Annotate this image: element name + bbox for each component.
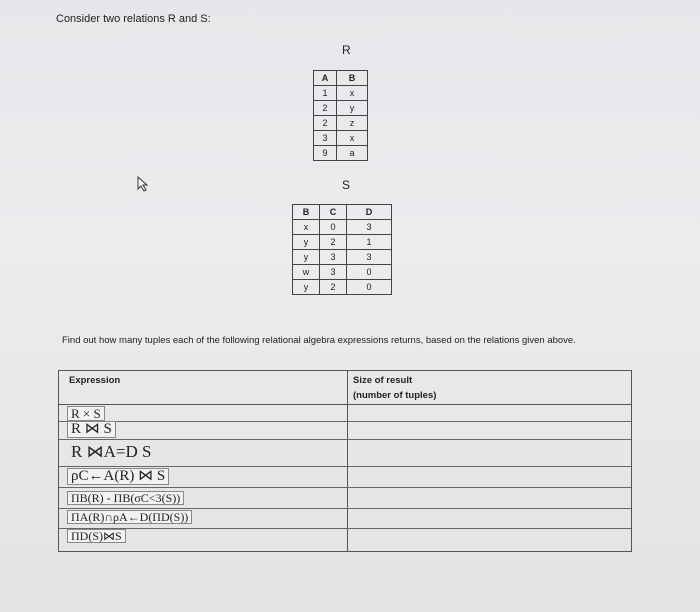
intro-text: Consider two relations R and S: [56,13,211,25]
table-cell: 3 [320,250,347,265]
table-cell: x [337,86,368,101]
table-cell: z [337,116,368,131]
table-cell: a [337,146,368,161]
table-row [293,235,392,250]
column-header: B [337,71,368,86]
table-row [314,86,368,101]
size-column-header-line1: Size of result [353,375,413,386]
table-cell: 1 [314,86,337,101]
question-prompt: Find out how many tuples each of the following relational algebra expressions returns, based on the relations given above. [62,335,576,346]
expression-row: ΠD(S)⋈S [67,529,126,543]
row-divider [59,528,631,529]
table-cell: y [293,280,320,295]
table-row [293,280,392,295]
size-column-header-line2: (number of tuples) [353,390,437,401]
table-cell: y [293,250,320,265]
table-cell: w [293,265,320,280]
column-header: B [293,205,320,220]
table-cell: 0 [347,280,392,295]
column-header: D [347,205,392,220]
table-row [314,101,368,116]
table-cell: 9 [314,146,337,161]
expression-row: R ⋈A=D S [71,442,152,461]
table-cell: 3 [347,250,392,265]
table-cell: 3 [314,131,337,146]
table-cell: x [337,131,368,146]
table-cell: 1 [347,235,392,250]
expression-column-header: Expression [69,375,121,386]
relation-r-label: R [342,43,351,57]
expression-row: ρC←A(R) ⋈ S [67,468,169,485]
cursor-icon [137,176,151,192]
table-row [314,116,368,131]
table-row [314,146,368,161]
relation-s-label: S [342,178,351,192]
table-cell: y [293,235,320,250]
column-header: A [314,71,337,86]
expression-row: R × S [67,406,105,421]
column-divider [347,371,348,551]
expression-table [58,370,632,552]
table-row [293,265,392,280]
table-header-row [314,71,368,86]
table-cell: 2 [314,116,337,131]
row-divider [59,439,631,440]
table-row [293,250,392,265]
table-row [293,220,392,235]
row-divider [59,421,631,422]
expression-row: ΠA(R)∩ρA←D(ΠD(S)) [67,510,192,524]
expression-table-header [59,371,631,405]
table-cell: x [293,220,320,235]
row-divider [59,487,631,488]
table-cell: 2 [314,101,337,116]
table-cell: 3 [347,220,392,235]
expression-row: ΠB(R) - ΠB(σC<3(S)) [67,491,184,505]
table-row [314,131,368,146]
table-cell: 2 [320,280,347,295]
column-header: C [320,205,347,220]
table-cell: 2 [320,235,347,250]
table-header-row [293,205,392,220]
table-cell: 0 [347,265,392,280]
table-cell: 0 [320,220,347,235]
row-divider [59,466,631,467]
table-cell: 3 [320,265,347,280]
expression-row: R ⋈ S [67,421,116,438]
row-divider [59,508,631,509]
relation-r-table [313,70,368,161]
relation-s-table [292,204,392,295]
table-cell: y [337,101,368,116]
